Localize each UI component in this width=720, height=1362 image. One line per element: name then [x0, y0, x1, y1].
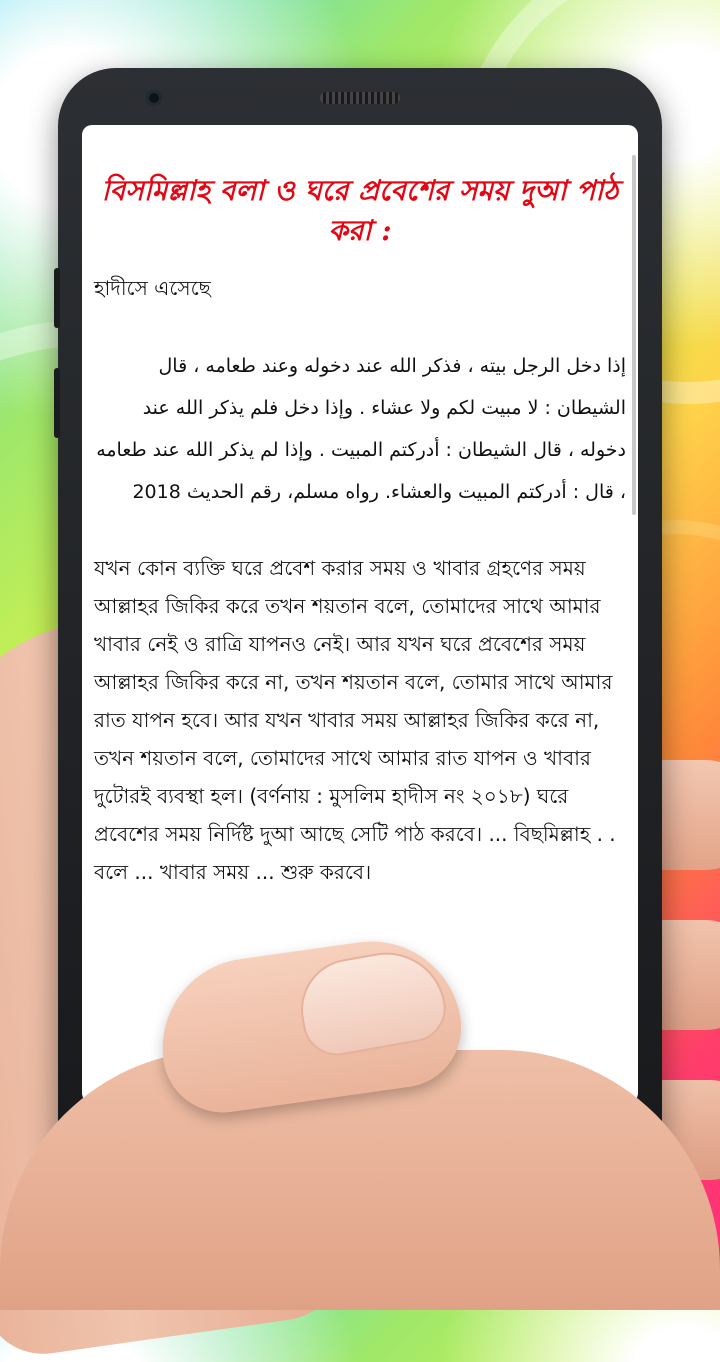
intro-text: হাদীসে এসেছে [94, 276, 211, 300]
volume-button [54, 368, 60, 438]
arabic-hadith-text: إذا دخل الرجل بيته ، فذكر الله عند دخوله وعند طعامه ، قال الشيطان : لا مبيت لكم ولا عشاء . وإذا دخل فلم يذكر الله عند دخوله ، قال الشيطان : أدركتم المبيت . وإذا لم يذكر الله عند طعامه ، قال : أدركتم المبيت والعشاء. رواه مسلم، رقم الحديث 2018 [96, 355, 626, 503]
front-camera-icon [146, 90, 162, 106]
article-title: বিসমিল্লাহ বলা ও ঘরে প্রবেশের সময় দুআ পাঠ করা : [101, 174, 619, 247]
scrollbar[interactable] [632, 155, 636, 515]
bangla-translation-text: যখন কোন ব্যক্তি ঘরে প্রবেশ করার সময় ও খাবার গ্রহণের সময় আল্লাহর জিকির করে তখন শয়তান বলে, তোমাদের সাথে আমার খাবার নেই ও রাত্রি যাপনও নেই। আর যখন ঘরে প্রবেশের সময় আল্লাহর জিকির করে না, তখন শয়তান বলে, তোমার সাথে আমার রাত যাপন হবে। আর যখন খাবার সময় আল্লাহর জিকির করে না, তখন শয়তান বলে, তোমাদের সাথে আমার রাত যাপন ও খাবার দুটোরই ব্যবস্থা হল। (বর্ণনায় : মুসলিম হাদীস নং ২০১৮) ঘরে প্রবেশের সময় নির্দিষ্ট দুআ আছে সেটি পাঠ করবে। ... বিছমিল্লাহ . . বলে ... খাবার সময় ... শুরু করবে। [94, 556, 616, 884]
volume-button [54, 268, 60, 328]
speaker-grille [320, 92, 400, 104]
article-body [82, 273, 638, 891]
